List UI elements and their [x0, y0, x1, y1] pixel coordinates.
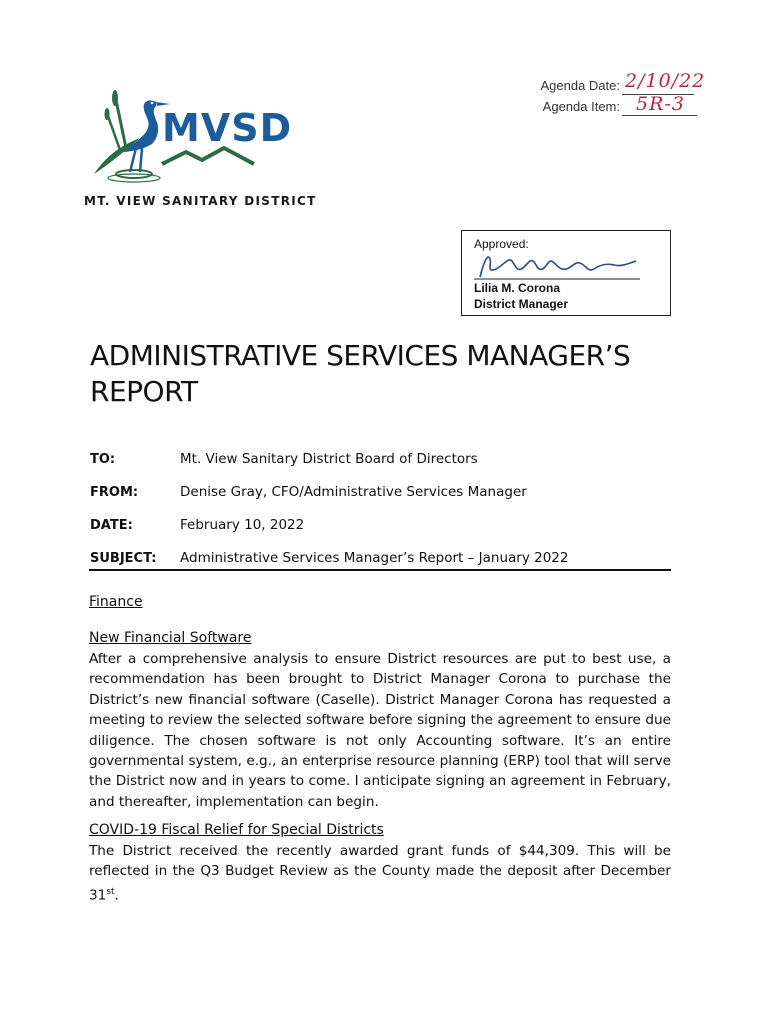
- agenda-item-label: Agenda Item:: [542, 99, 620, 114]
- signature: [474, 251, 644, 281]
- finance-heading: Finance: [89, 594, 143, 610]
- approval-box: [461, 230, 671, 316]
- report-title-line2: REPORT: [90, 375, 198, 408]
- subject-rule: [89, 569, 671, 571]
- date-label: DATE:: [90, 518, 133, 533]
- from-value: Denise Gray, CFO/Administrative Services Manager: [180, 484, 527, 500]
- district-name: MT. VIEW SANITARY DISTRICT: [84, 194, 317, 208]
- from-label: FROM:: [90, 485, 139, 500]
- date-value: February 10, 2022: [180, 517, 305, 533]
- covid-heading: COVID-19 Fiscal Relief for Special Districts: [89, 822, 384, 838]
- to-label: TO:: [90, 452, 116, 467]
- software-paragraph: After a comprehensive analysis to ensure District resources are put to best use, a recommendation has been brought to District Manager Corona to purchase the District’s new financial software (Caselle). District Manager Corona has requested a meeting to review the selected software before signing the agreement to ensure due diligence. The chosen software is not only Accounting software. It’s an entire governmental system, e.g., an enterprise resource planning (ERP) tool that will serve the District now and in years to come. I anticipate signing an agreement in February, and thereafter, implementation can begin.: [89, 651, 671, 810]
- covid-sup: st: [106, 886, 115, 897]
- subject-label: SUBJECT:: [90, 551, 157, 566]
- approver-role: District Manager: [474, 297, 569, 311]
- report-title-line1: ADMINISTRATIVE SERVICES MANAGER’S: [90, 339, 631, 372]
- subject-value: Administrative Services Manager’s Report – January 2022: [180, 550, 569, 566]
- report-title: [90, 338, 690, 410]
- mvsd-logo: [86, 88, 293, 188]
- logo-text: MVSD: [162, 106, 293, 150]
- covid-body: The District received the recently awarded grant funds of $44,309. This will be reflected in the Q3 Budget Review as the County made the deposit after December 31: [89, 843, 671, 904]
- to-value: Mt. View Sanitary District Board of Directors: [180, 451, 478, 467]
- covid-paragraph: [89, 841, 671, 906]
- agenda-date-label: Agenda Date:: [540, 78, 620, 93]
- approved-label: Approved:: [474, 237, 529, 251]
- agenda-date-value: 2/10/22: [625, 70, 706, 92]
- covid-end: .: [114, 887, 119, 904]
- software-heading: New Financial Software: [89, 630, 252, 646]
- approver-name: Lilia M. Corona: [474, 281, 561, 295]
- agenda-item-underline: [622, 115, 697, 116]
- agenda-item-value: 5R-3: [636, 93, 685, 115]
